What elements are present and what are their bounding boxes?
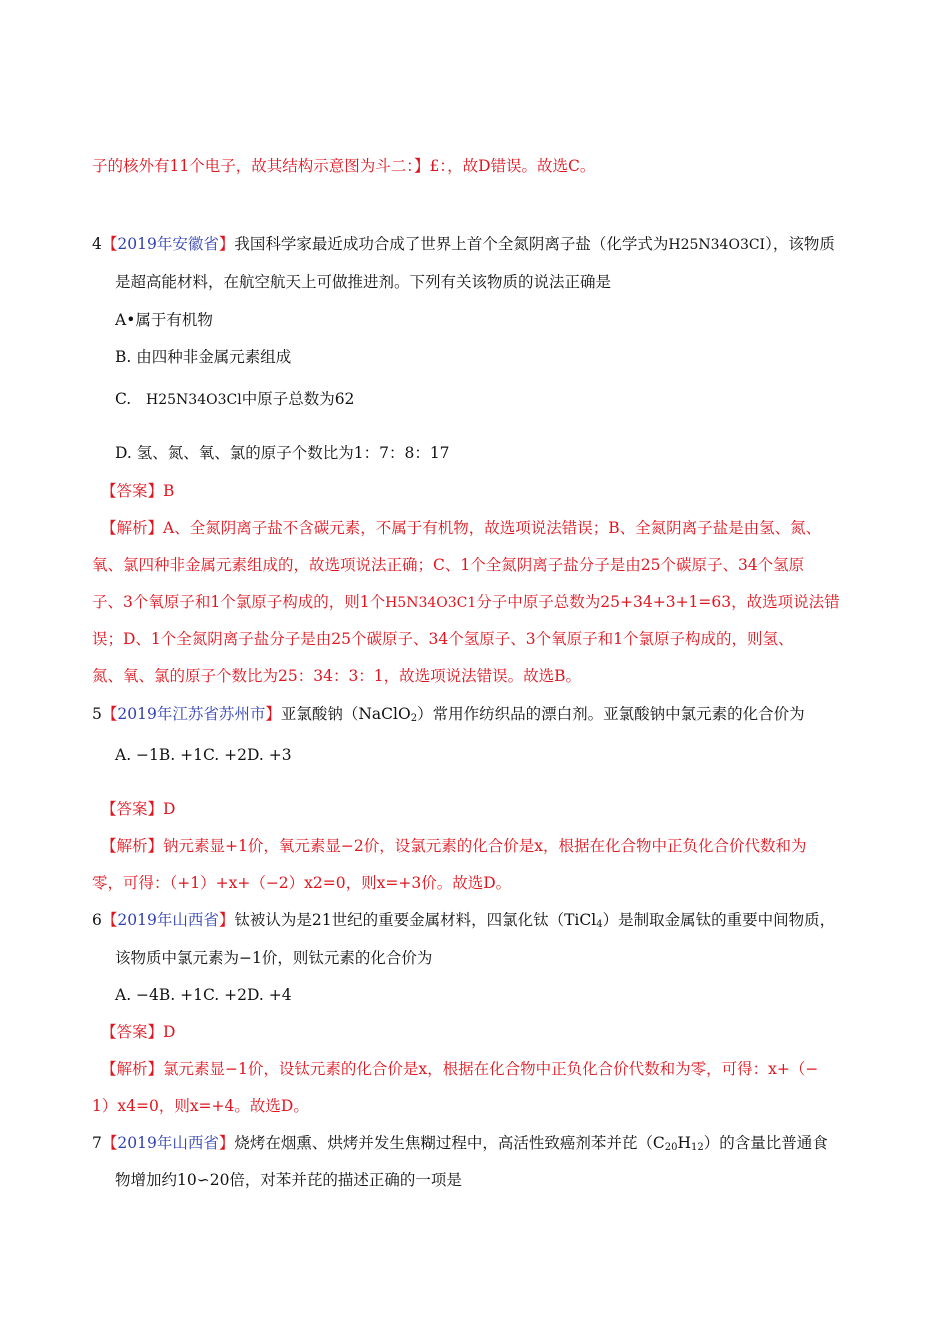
source-bracket: 【 [101, 1134, 118, 1152]
question-5-stem [92, 704, 805, 724]
analysis-tag: 【解析】 [101, 1060, 164, 1078]
question-4-stem-line2: 是超高能材料，在航空航天上可做推进剂。下列有关该物质的说法正确是 [115, 273, 612, 291]
answer-line [101, 481, 174, 501]
question-number: 5 [92, 705, 102, 723]
option-c [115, 389, 354, 410]
source-label: 2019年江苏省苏州市 [117, 705, 266, 723]
stem-text: 烧烤在烟熏、烘烤并发生焦糊过程中，高活性致癌剂苯并芘（C [234, 1134, 665, 1152]
analysis-line: 氮、氧、氯的原子个数比为25：34：3：1，故选项说法错误。故选B。 [92, 667, 582, 685]
option-a: A•属于有机物 [115, 311, 213, 329]
analysis-text: 分子中原子总数为25+34+3+1=63，故选项说法错 [476, 593, 840, 611]
option-label: C. [115, 390, 132, 408]
answer-line [101, 799, 175, 819]
option-d: D. 氢、氮、氧、氯的原子个数比为1：7：8：17 [115, 444, 450, 462]
stem-text: 亚氯酸钠（NaClO [280, 705, 411, 723]
analysis-line [92, 592, 840, 613]
stem-text: ），该物质 [765, 235, 835, 253]
answer-line [101, 1022, 175, 1042]
answer-tag: 【答案】 [101, 800, 164, 818]
answer-tag: 【答案】 [101, 482, 164, 500]
chemical-formula: H5N34O3C1 [385, 595, 477, 611]
subscript: 2 [410, 713, 418, 724]
prev-explanation-tail: 子的核外有11个电子，故其结构示意图为斗二：】£：，故D错误。故选C。 [92, 157, 596, 175]
question-6-stem [92, 910, 835, 930]
analysis-line: 零，可得：（+1）+x+（−2）x2=0，则x=+3价。故选D。 [92, 874, 512, 892]
source-bracket: 】 [218, 1134, 235, 1152]
analysis-tag: 【解析】 [101, 519, 164, 537]
analysis-tag: 【解析】 [101, 837, 164, 855]
source-bracket: 】 [218, 911, 235, 929]
source-bracket: 【 [101, 235, 118, 253]
chemical-formula: H25N34O3Cl [146, 392, 242, 408]
answer-value: D [163, 800, 176, 818]
analysis-line: 1）x4=0，则x=+4。故选D。 [92, 1097, 309, 1115]
stem-text: 我国科学家最近成功合成了世界上首个全氮阴离子盐（化学式为 [234, 235, 669, 253]
source-bracket: 【 [101, 705, 118, 723]
stem-text: H [677, 1134, 691, 1152]
question-7-stem-line2: 物增加约10∽20倍，对苯并芘的描述正确的一项是 [115, 1171, 462, 1189]
question-4-stem [92, 234, 835, 255]
subscript: 4 [596, 919, 603, 930]
source-label: 2019年山西省 [117, 1134, 219, 1152]
analysis-line: 误；D、1个全氮阴离子盐分子是由25个碳原子、34个氢原子、3个氧原子和1个氯原子构成的，则氢、 [92, 630, 794, 648]
stem-text: ）是制取金属钛的重要中间物质， [602, 911, 836, 929]
source-label: 2019年安徽省 [117, 235, 219, 253]
question-6-stem-line2: 该物质中氯元素为−1价，则钛元素的化合价为 [115, 949, 433, 967]
analysis-text: A、全氮阴离子盐不含碳元素，不属于有机物，故选项说法错误；B、全氮阴离子盐是由氢、氮、 [163, 519, 822, 537]
answer-value: D [163, 1023, 176, 1041]
question-number: 6 [92, 911, 102, 929]
stem-text: ）常用作纺织品的漂白剂。亚氯酸钠中氯元素的化合价为 [417, 705, 805, 723]
option-text: 中原子总数为62 [241, 390, 355, 408]
analysis-text: 氯元素显−1价，设钛元素的化合价是x，根据在化合物中正负化合价代数和为零，可得：x+（− [163, 1060, 819, 1078]
stem-text: 钛被认为是21世纪的重要金属材料，四氯化钛（TiCl [234, 911, 597, 929]
source-bracket: 】 [265, 705, 281, 723]
options: A. −1B. +1C. +2D. +3 [115, 746, 292, 764]
question-7-stem [92, 1133, 828, 1153]
options: A. −4B. +1C. +2D. +4 [115, 986, 292, 1004]
answer-tag: 【答案】 [101, 1023, 164, 1041]
option-b: B. 由四种非金属元素组成 [115, 348, 292, 366]
analysis-line: 氧、氯四种非金属元素组成的，故选项说法正确；C、1个全氮阴离子盐分子是由25个碳原子、34个氢原 [92, 556, 805, 574]
source-bracket: 】 [218, 235, 235, 253]
subscript: 20 [664, 1142, 678, 1153]
subscript: 12 [691, 1142, 704, 1153]
answer-value: B [163, 482, 175, 500]
question-number: 4 [92, 235, 102, 253]
analysis-line [101, 1059, 818, 1079]
question-number: 7 [92, 1134, 102, 1152]
source-label: 2019年山西省 [117, 911, 219, 929]
analysis-text: 钠元素显+1价，氧元素显−2价，设氯元素的化合价是x，根据在化合物中正负化合价代数和为 [163, 837, 807, 855]
stem-text: ）的含量比普通食 [703, 1134, 828, 1152]
source-bracket: 【 [101, 911, 118, 929]
analysis-line [101, 518, 821, 538]
chemical-formula: H25N34O3CI [668, 237, 766, 253]
analysis-text: 子、3个氧原子和1个氯原子构成的，则1个 [92, 593, 386, 611]
analysis-line [101, 836, 806, 856]
